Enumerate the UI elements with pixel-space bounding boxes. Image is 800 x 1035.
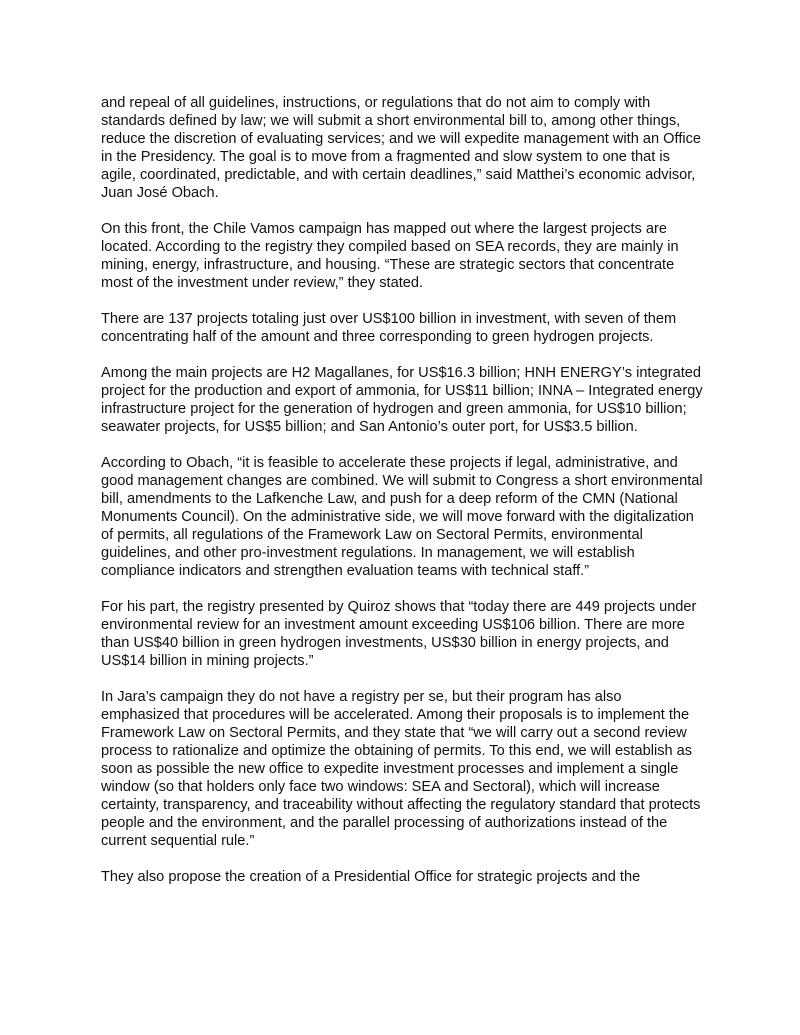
document-body [101, 94, 703, 886]
paragraph: There are 137 projects totaling just over US$100 billion in investment, with seven of them concentrating half of the amount and three corresponding to green hydrogen projects. [101, 311, 677, 345]
paragraph: On this front, the Chile Vamos campaign has mapped out where the largest projects are located. According to the registry they compiled based on SEA records, they are mainly in mining, energy, infrastructure, and housing. “These are strategic sectors that concentrate most of the investment under review,” they stated. [101, 221, 679, 291]
paragraph: According to Obach, “it is feasible to accelerate these projects if legal, administrative, and good management changes are combined. We will submit to Congress a short environmental bill, amendments to the Lafkenche Law, and push for a deep reform of the CMN (National Monuments Council). On the administrative side, we will move forward with the digitalization of permits, all regulations of the Framework Law on Sectoral Permits, environmental guidelines, and other pro-investment regulations. In management, we will establish compliance indicators and strengthen evaluation teams with technical staff.” [101, 455, 703, 579]
paragraph: For his part, the registry presented by Quiroz shows that “today there are 449 projects under environmental review for an investment amount exceeding US$106 billion. There are more than US$40 billion in green hydrogen investments, US$30 billion in energy projects, and US$14 billion in mining projects.” [101, 599, 697, 669]
paragraph: Among the main projects are H2 Magallanes, for US$16.3 billion; HNH ENERGY’s integrated project for the production and export of ammonia, for US$11 billion; INNA – Integrated energy infrastructure project for the generation of hydrogen and green ammonia, for US$10 billion; seawater projects, for US$5 billion; and San Antonio’s outer port, for US$3.5 billion. [101, 365, 703, 435]
paragraph: They also propose the creation of a Presidential Office for strategic projects and the [101, 869, 641, 885]
paragraph: In Jara’s campaign they do not have a registry per se, but their program has also emphasized that procedures will be accelerated. Among their proposals is to implement the Framework Law on Sectoral Permits, and they state that “we will carry out a second review process to rationalize and optimize the obtaining of permits. To this end, we will establish as soon as possible the new office to expedite investment processes and implement a single window (so that holders only face two windows: SEA and Sectoral), which will increase certainty, transparency, and traceability without affecting the regulatory standard that protects people and the environment, and the parallel processing of authorizations instead of the current sequential rule.” [101, 689, 701, 849]
paragraph: and repeal of all guidelines, instructions, or regulations that do not aim to comply with standards defined by law; we will submit a short environmental bill to, among other things, reduce the discretion of evaluating services; and we will expedite management with an Office in the Presidency. The goal is to move from a fragmented and slow system to one that is agile, coordinated, predictable, and with certain deadlines,” said Matthei’s economic advisor, Juan José Obach. [101, 95, 702, 201]
